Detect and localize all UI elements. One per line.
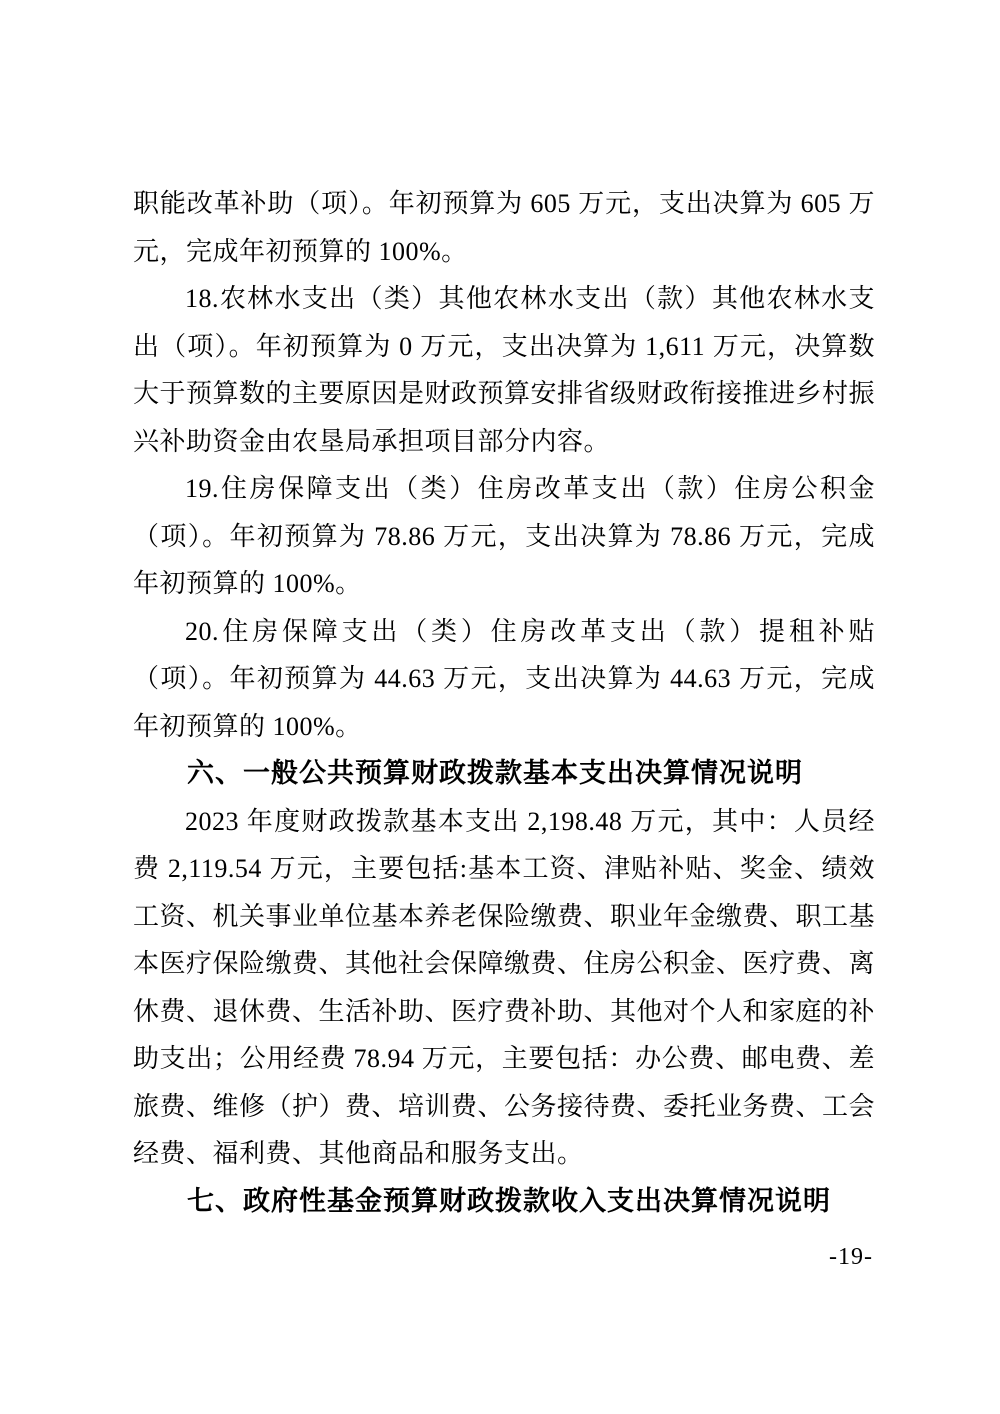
paragraph-item-18: 18.农林水支出（类）其他农林水支出（款）其他农林水支出（项）。年初预算为 0 万元，支出决算为 1,611 万元，决算数大于预算数的主要原因是财政预算安排省级财政衔接推进乡村振兴补助资金由农垦局承担项目部分内容。 bbox=[133, 284, 876, 456]
section-heading-7: 七、政府性基金预算财政拨款收入支出决算情况说明 bbox=[187, 1185, 831, 1216]
paragraph-basic-expenditure: 2023 年度财政拨款基本支出 2,198.48 万元，其中：人员经费 2,119.54 万元，主要包括:基本工资、津贴补贴、奖金、绩效工资、机关事业单位基本养老保险缴费、职业年金缴费、职工基本医疗保险缴费、其他社会保障缴费、住房公积金、医疗费、离休费、退休费、生活补助、医疗费补助、其他对个人和家庭的补助支出；公用经费 78.94 万元，主要包括：办公费、邮电费、差旅费、维修（护）费、培训费、公务接待费、委托业务费、工会经费、福利费、其他商品和服务支出。 bbox=[133, 806, 876, 1168]
document-content bbox=[133, 180, 875, 1225]
paragraph-item-19: 19.住房保障支出（类）住房改革支出（款）住房公积金（项）。年初预算为 78.86 万元，支出决算为 78.86 万元，完成年初预算的 100%。 bbox=[133, 474, 875, 598]
paragraph-continuation: 职能改革补助（项）。年初预算为 605 万元，支出决算为 605 万元，完成年初预算的 100%。 bbox=[133, 189, 875, 266]
section-heading-6: 六、一般公共预算财政拨款基本支出决算情况说明 bbox=[187, 758, 803, 788]
page-number: -19- bbox=[829, 1244, 873, 1270]
paragraph-item-20: 20.住房保障支出（类）住房改革支出（款）提租补贴（项）。年初预算为 44.63 万元，支出决算为 44.63 万元，完成年初预算的 100%。 bbox=[133, 616, 875, 741]
